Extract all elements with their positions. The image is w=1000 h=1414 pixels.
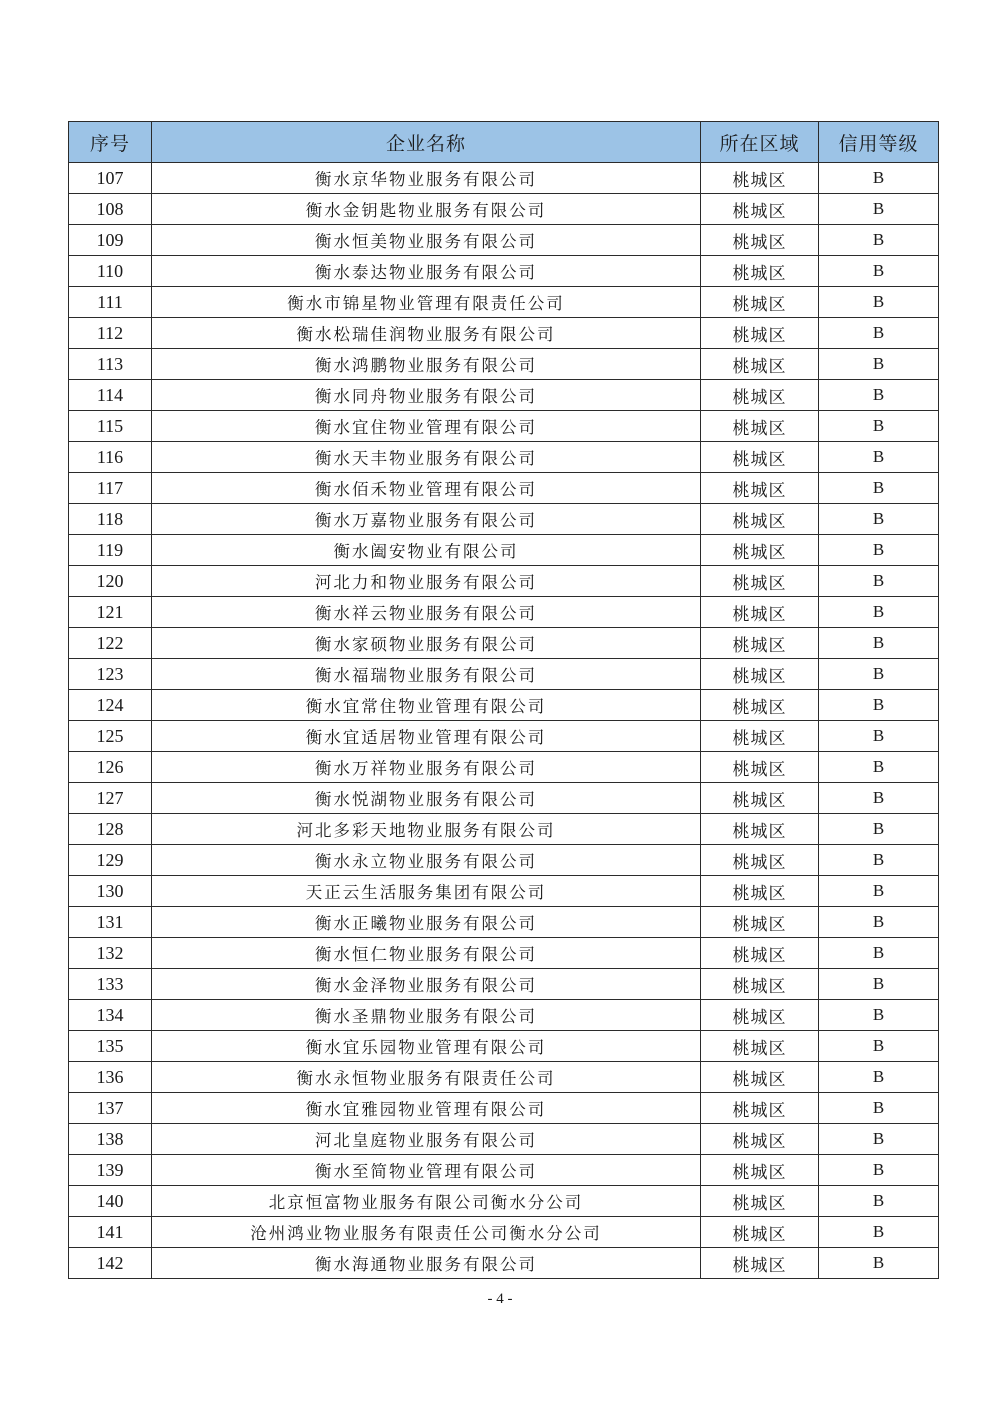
credit-grade-cell: B — [819, 1248, 939, 1279]
serial-number-cell: 126 — [69, 752, 152, 783]
credit-grade-cell: B — [819, 1000, 939, 1031]
table-row — [69, 969, 939, 1000]
region-cell: 桃城区 — [701, 1124, 819, 1155]
company-name-cell: 衡水悦湖物业服务有限公司 — [152, 783, 701, 814]
company-name-cell: 衡水永立物业服务有限公司 — [152, 845, 701, 876]
company-name-cell: 衡水家硕物业服务有限公司 — [152, 628, 701, 659]
credit-grade-cell: B — [819, 969, 939, 1000]
header-serial-number: 序号 — [69, 122, 152, 163]
region-cell: 桃城区 — [701, 473, 819, 504]
credit-grade-cell: B — [819, 783, 939, 814]
company-name-cell: 河北力和物业服务有限公司 — [152, 566, 701, 597]
serial-number-cell: 115 — [69, 411, 152, 442]
table-row — [69, 1031, 939, 1062]
serial-number-cell: 108 — [69, 194, 152, 225]
serial-number-cell: 128 — [69, 814, 152, 845]
company-name-cell: 衡水宜雅园物业管理有限公司 — [152, 1093, 701, 1124]
region-cell: 桃城区 — [701, 814, 819, 845]
table-row — [69, 194, 939, 225]
company-name-cell: 北京恒富物业服务有限公司衡水分公司 — [152, 1186, 701, 1217]
credit-grade-cell: B — [819, 1186, 939, 1217]
credit-grade-cell: B — [819, 1124, 939, 1155]
company-name-cell: 衡水松瑞佳润物业服务有限公司 — [152, 318, 701, 349]
table-row — [69, 287, 939, 318]
region-cell: 桃城区 — [701, 1093, 819, 1124]
table-row — [69, 938, 939, 969]
table-row — [69, 1062, 939, 1093]
region-cell: 桃城区 — [701, 349, 819, 380]
serial-number-cell: 136 — [69, 1062, 152, 1093]
region-cell: 桃城区 — [701, 969, 819, 1000]
credit-rating-table — [68, 121, 939, 1279]
credit-grade-cell: B — [819, 938, 939, 969]
company-name-cell: 河北皇庭物业服务有限公司 — [152, 1124, 701, 1155]
credit-grade-cell: B — [819, 1217, 939, 1248]
region-cell: 桃城区 — [701, 380, 819, 411]
region-cell: 桃城区 — [701, 566, 819, 597]
serial-number-cell: 125 — [69, 721, 152, 752]
table-row — [69, 163, 939, 194]
table-row — [69, 380, 939, 411]
header-region: 所在区域 — [701, 122, 819, 163]
region-cell: 桃城区 — [701, 411, 819, 442]
serial-number-cell: 135 — [69, 1031, 152, 1062]
table-row — [69, 442, 939, 473]
credit-grade-cell: B — [819, 256, 939, 287]
credit-grade-cell: B — [819, 163, 939, 194]
serial-number-cell: 116 — [69, 442, 152, 473]
company-name-cell: 衡水宜乐园物业管理有限公司 — [152, 1031, 701, 1062]
credit-grade-cell: B — [819, 1062, 939, 1093]
table-row — [69, 1000, 939, 1031]
table-row — [69, 628, 939, 659]
region-cell: 桃城区 — [701, 659, 819, 690]
region-cell: 桃城区 — [701, 876, 819, 907]
credit-grade-cell: B — [819, 876, 939, 907]
serial-number-cell: 139 — [69, 1155, 152, 1186]
company-name-cell: 衡水金泽物业服务有限公司 — [152, 969, 701, 1000]
credit-grade-cell: B — [819, 225, 939, 256]
region-cell: 桃城区 — [701, 907, 819, 938]
credit-grade-cell: B — [819, 380, 939, 411]
page-number: - 4 - — [487, 1291, 513, 1307]
table-row — [69, 473, 939, 504]
serial-number-cell: 112 — [69, 318, 152, 349]
table-row — [69, 1186, 939, 1217]
company-name-cell: 衡水恒美物业服务有限公司 — [152, 225, 701, 256]
credit-grade-cell: B — [819, 752, 939, 783]
serial-number-cell: 110 — [69, 256, 152, 287]
company-name-cell: 衡水海通物业服务有限公司 — [152, 1248, 701, 1279]
credit-grade-cell: B — [819, 287, 939, 318]
table-row — [69, 225, 939, 256]
table-row — [69, 1155, 939, 1186]
region-cell: 桃城区 — [701, 256, 819, 287]
serial-number-cell: 140 — [69, 1186, 152, 1217]
company-name-cell: 衡水宜常住物业管理有限公司 — [152, 690, 701, 721]
company-name-cell: 衡水圣鼎物业服务有限公司 — [152, 1000, 701, 1031]
header-company-name: 企业名称 — [152, 122, 701, 163]
credit-grade-cell: B — [819, 1031, 939, 1062]
company-name-cell: 沧州鸿业物业服务有限责任公司衡水分公司 — [152, 1217, 701, 1248]
region-cell: 桃城区 — [701, 225, 819, 256]
serial-number-cell: 131 — [69, 907, 152, 938]
region-cell: 桃城区 — [701, 597, 819, 628]
company-name-cell: 衡水恒仁物业服务有限公司 — [152, 938, 701, 969]
serial-number-cell: 111 — [69, 287, 152, 318]
serial-number-cell: 138 — [69, 1124, 152, 1155]
company-name-cell: 衡水金钥匙物业服务有限公司 — [152, 194, 701, 225]
company-name-cell: 衡水泰达物业服务有限公司 — [152, 256, 701, 287]
region-cell: 桃城区 — [701, 1155, 819, 1186]
region-cell: 桃城区 — [701, 535, 819, 566]
table-row — [69, 349, 939, 380]
table-row — [69, 504, 939, 535]
serial-number-cell: 127 — [69, 783, 152, 814]
company-name-cell: 衡水宜适居物业管理有限公司 — [152, 721, 701, 752]
region-cell: 桃城区 — [701, 1217, 819, 1248]
company-name-cell: 衡水佰禾物业管理有限公司 — [152, 473, 701, 504]
region-cell: 桃城区 — [701, 1000, 819, 1031]
table-row — [69, 907, 939, 938]
credit-grade-cell: B — [819, 690, 939, 721]
serial-number-cell: 132 — [69, 938, 152, 969]
credit-grade-cell: B — [819, 721, 939, 752]
company-name-cell: 衡水同舟物业服务有限公司 — [152, 380, 701, 411]
region-cell: 桃城区 — [701, 783, 819, 814]
serial-number-cell: 123 — [69, 659, 152, 690]
company-name-cell: 天正云生活服务集团有限公司 — [152, 876, 701, 907]
region-cell: 桃城区 — [701, 690, 819, 721]
company-name-cell: 衡水市锦星物业管理有限责任公司 — [152, 287, 701, 318]
credit-grade-cell: B — [819, 814, 939, 845]
region-cell: 桃城区 — [701, 1186, 819, 1217]
region-cell: 桃城区 — [701, 938, 819, 969]
table-row — [69, 411, 939, 442]
serial-number-cell: 109 — [69, 225, 152, 256]
table-row — [69, 1248, 939, 1279]
region-cell: 桃城区 — [701, 1062, 819, 1093]
company-name-cell: 衡水万嘉物业服务有限公司 — [152, 504, 701, 535]
table-row — [69, 690, 939, 721]
credit-grade-cell: B — [819, 907, 939, 938]
company-name-cell: 河北多彩天地物业服务有限公司 — [152, 814, 701, 845]
credit-grade-cell: B — [819, 504, 939, 535]
region-cell: 桃城区 — [701, 442, 819, 473]
credit-grade-cell: B — [819, 628, 939, 659]
table-body — [69, 163, 939, 1279]
serial-number-cell: 124 — [69, 690, 152, 721]
company-name-cell: 衡水祥云物业服务有限公司 — [152, 597, 701, 628]
serial-number-cell: 118 — [69, 504, 152, 535]
table-row — [69, 814, 939, 845]
serial-number-cell: 134 — [69, 1000, 152, 1031]
serial-number-cell: 129 — [69, 845, 152, 876]
table-row — [69, 1217, 939, 1248]
credit-grade-cell: B — [819, 194, 939, 225]
table-row — [69, 876, 939, 907]
table-row — [69, 597, 939, 628]
serial-number-cell: 119 — [69, 535, 152, 566]
region-cell: 桃城区 — [701, 628, 819, 659]
company-name-cell: 衡水京华物业服务有限公司 — [152, 163, 701, 194]
table-row — [69, 535, 939, 566]
credit-grade-cell: B — [819, 411, 939, 442]
credit-grade-cell: B — [819, 597, 939, 628]
serial-number-cell: 142 — [69, 1248, 152, 1279]
serial-number-cell: 122 — [69, 628, 152, 659]
serial-number-cell: 121 — [69, 597, 152, 628]
company-name-cell: 衡水阖安物业有限公司 — [152, 535, 701, 566]
table-row — [69, 783, 939, 814]
serial-number-cell: 113 — [69, 349, 152, 380]
region-cell: 桃城区 — [701, 287, 819, 318]
company-name-cell: 衡水正曦物业服务有限公司 — [152, 907, 701, 938]
company-name-cell: 衡水宜住物业管理有限公司 — [152, 411, 701, 442]
company-name-cell: 衡水至简物业管理有限公司 — [152, 1155, 701, 1186]
credit-grade-cell: B — [819, 845, 939, 876]
company-name-cell: 衡水永恒物业服务有限责任公司 — [152, 1062, 701, 1093]
table-row — [69, 752, 939, 783]
credit-grade-cell: B — [819, 1155, 939, 1186]
table-row — [69, 1124, 939, 1155]
region-cell: 桃城区 — [701, 721, 819, 752]
region-cell: 桃城区 — [701, 318, 819, 349]
serial-number-cell: 137 — [69, 1093, 152, 1124]
region-cell: 桃城区 — [701, 752, 819, 783]
credit-grade-cell: B — [819, 349, 939, 380]
table-row — [69, 721, 939, 752]
serial-number-cell: 114 — [69, 380, 152, 411]
company-name-cell: 衡水鸿鹏物业服务有限公司 — [152, 349, 701, 380]
table-header — [69, 122, 939, 163]
serial-number-cell: 107 — [69, 163, 152, 194]
region-cell: 桃城区 — [701, 504, 819, 535]
company-name-cell: 衡水万祥物业服务有限公司 — [152, 752, 701, 783]
table-row — [69, 1093, 939, 1124]
credit-grade-cell: B — [819, 318, 939, 349]
table-row — [69, 659, 939, 690]
credit-grade-cell: B — [819, 535, 939, 566]
table-row — [69, 256, 939, 287]
region-cell: 桃城区 — [701, 163, 819, 194]
credit-grade-cell: B — [819, 442, 939, 473]
company-name-cell: 衡水天丰物业服务有限公司 — [152, 442, 701, 473]
credit-grade-cell: B — [819, 566, 939, 597]
serial-number-cell: 133 — [69, 969, 152, 1000]
table-row — [69, 845, 939, 876]
region-cell: 桃城区 — [701, 1248, 819, 1279]
serial-number-cell: 117 — [69, 473, 152, 504]
header-credit-grade: 信用等级 — [819, 122, 939, 163]
credit-grade-cell: B — [819, 659, 939, 690]
company-name-cell: 衡水福瑞物业服务有限公司 — [152, 659, 701, 690]
serial-number-cell: 130 — [69, 876, 152, 907]
region-cell: 桃城区 — [701, 845, 819, 876]
credit-grade-cell: B — [819, 473, 939, 504]
serial-number-cell: 120 — [69, 566, 152, 597]
region-cell: 桃城区 — [701, 194, 819, 225]
table-row — [69, 566, 939, 597]
credit-rating-table-container — [68, 121, 938, 1279]
header-row — [69, 122, 939, 163]
serial-number-cell: 141 — [69, 1217, 152, 1248]
region-cell: 桃城区 — [701, 1031, 819, 1062]
credit-grade-cell: B — [819, 1093, 939, 1124]
table-row — [69, 318, 939, 349]
